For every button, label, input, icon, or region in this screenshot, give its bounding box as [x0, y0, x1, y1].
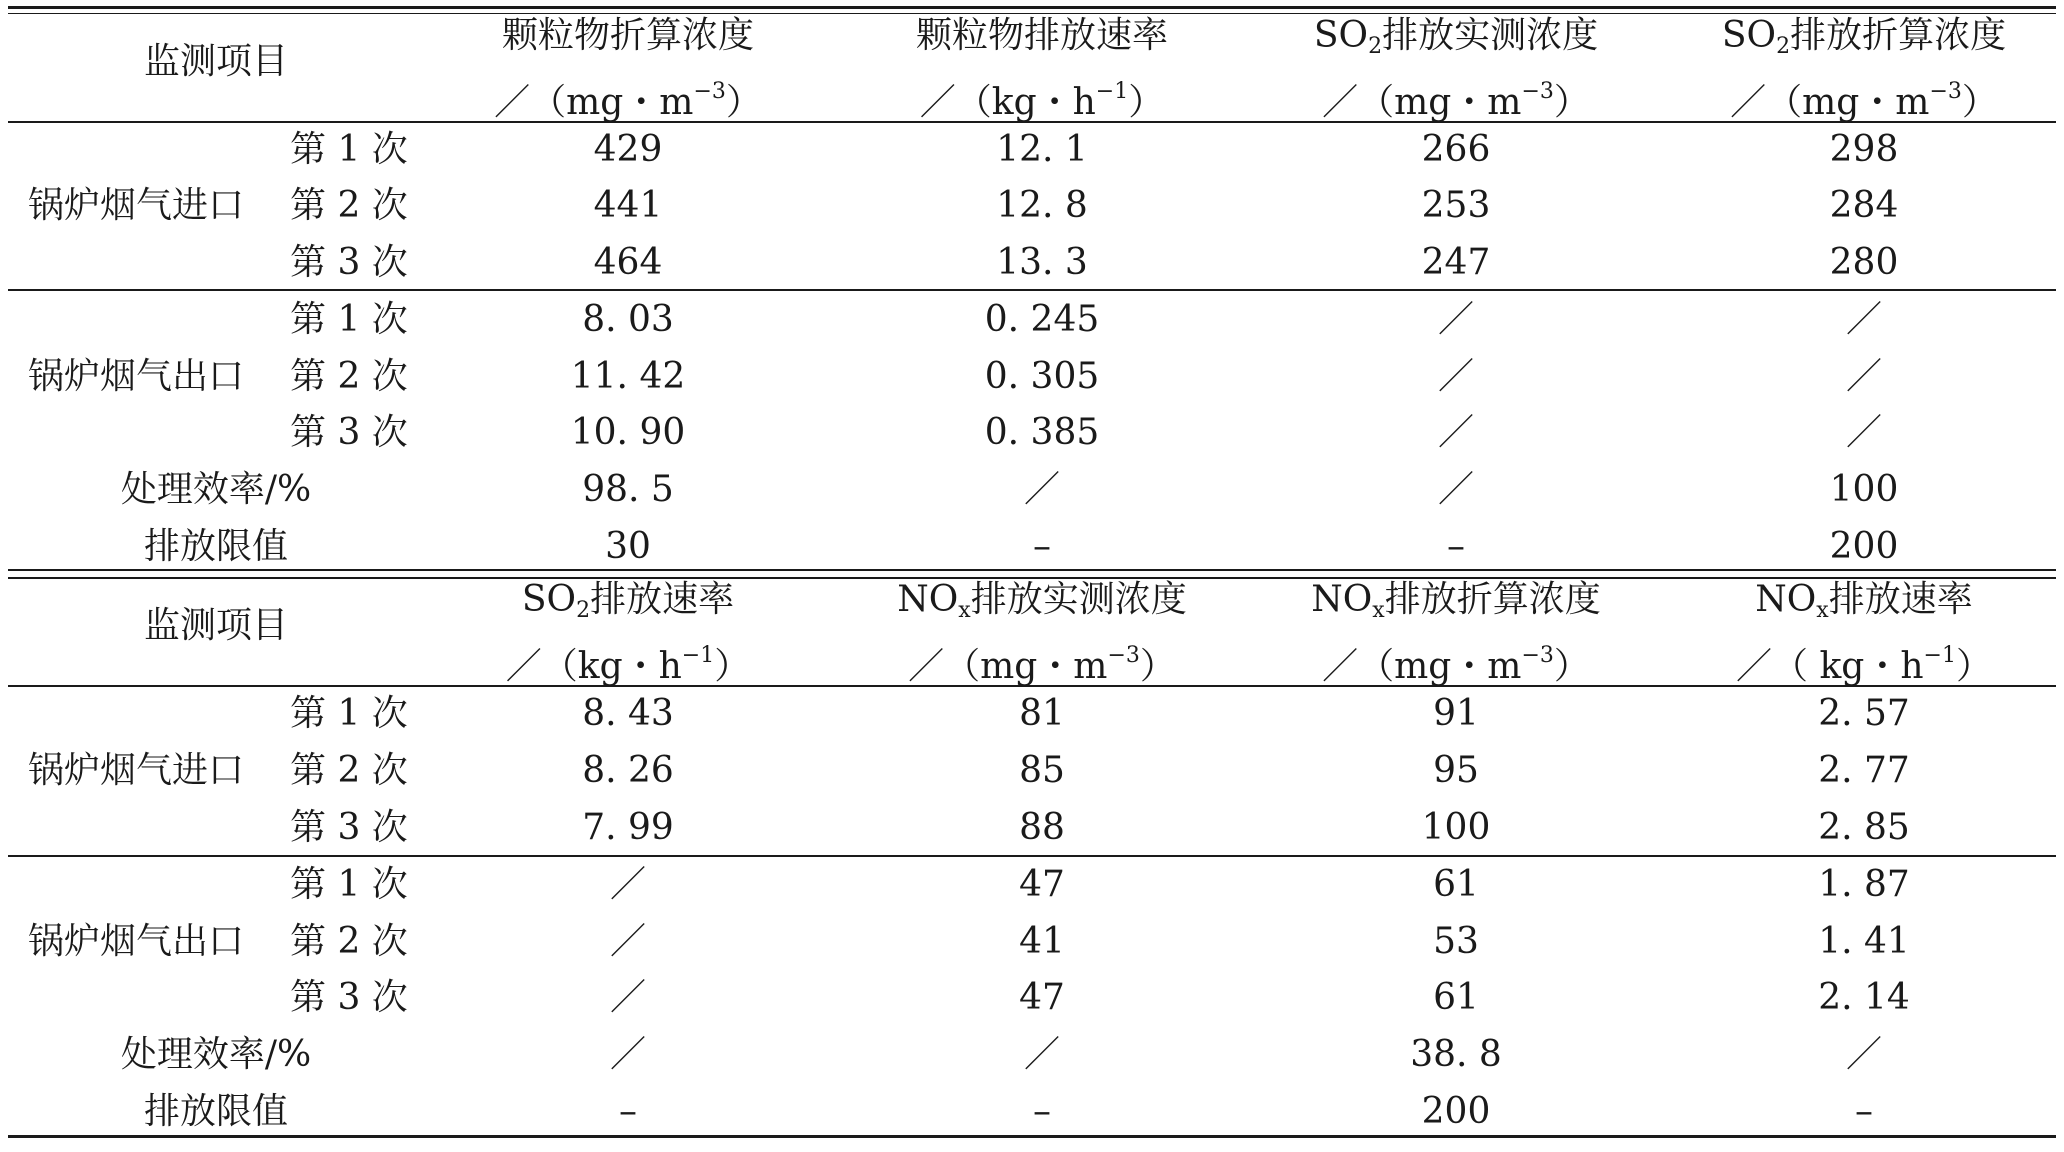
table-cell: 284: [1829, 185, 1899, 226]
column-title: [522, 580, 734, 631]
table-cell: 100: [1829, 469, 1899, 510]
table-cell: ／: [609, 977, 647, 1018]
column-title-subscript: x: [1816, 598, 1829, 623]
column-title-subscript: x: [1372, 598, 1385, 623]
run-label: 第 2 次: [290, 750, 408, 791]
top-rule-inner: [8, 13, 2056, 14]
column-unit-text: ／（kg・h: [919, 82, 1096, 123]
group-label: 锅炉烟气出口: [28, 356, 245, 397]
table-cell: 2. 57: [1818, 693, 1910, 734]
run-label: 第 1 次: [290, 864, 408, 905]
run-label: 第 3 次: [290, 242, 408, 283]
table-cell: 266: [1421, 129, 1491, 170]
table-cell: –: [1033, 1091, 1051, 1132]
column-title-subscript: x: [958, 598, 971, 623]
column-unit: [1730, 72, 1998, 123]
column-title: [502, 16, 754, 67]
table-cell: 100: [1421, 807, 1491, 848]
column-unit: [908, 636, 1176, 687]
column-title: [1314, 16, 1598, 67]
column-unit-text: ）: [725, 82, 762, 123]
group-rule-1: [8, 289, 2056, 291]
column-title-text: 颗粒物排放速率: [915, 15, 1169, 56]
summary-label: 处理效率/%: [120, 469, 312, 510]
column-title-text: SO: [1313, 15, 1369, 56]
section-rule-a: [8, 569, 2056, 571]
table-cell: –: [1855, 1091, 1873, 1132]
column-unit-text: ／（kg・h: [505, 646, 682, 687]
table-cell: 0. 245: [984, 299, 1100, 340]
group-label: 锅炉烟气出口: [28, 921, 245, 962]
table-cell: 1. 87: [1818, 864, 1910, 905]
group-label: 锅炉烟气进口: [28, 185, 245, 226]
table-cell: 91: [1433, 693, 1479, 734]
column-title-text: 排放实测浓度: [1382, 15, 1599, 56]
run-label: 第 1 次: [290, 299, 408, 340]
column-title: [897, 580, 1186, 631]
column-unit-text: ／（mg・m: [494, 82, 694, 123]
table-cell: 2. 77: [1818, 750, 1910, 791]
table-cell: 1. 41: [1818, 921, 1910, 962]
column-title-text: SO: [1721, 15, 1777, 56]
table-cell: 88: [1019, 807, 1065, 848]
run-label: 第 1 次: [290, 129, 408, 170]
table-cell: 98. 5: [582, 469, 674, 510]
run-label: 第 3 次: [290, 412, 408, 453]
table-cell: ／: [1845, 412, 1883, 453]
table-cell: 8. 03: [582, 299, 674, 340]
column-unit-exponent: −3: [1929, 79, 1962, 104]
table-cell: 11. 42: [570, 356, 686, 397]
column-unit-exponent: −1: [1095, 79, 1129, 104]
column-title-subscript: 2: [1368, 34, 1383, 59]
table-cell: –: [619, 1091, 637, 1132]
table-cell: ／: [1023, 469, 1061, 510]
table-cell: ／: [1437, 412, 1475, 453]
column-unit-text: ／（mg・m: [1322, 82, 1522, 123]
column-title-text: 排放速率: [1828, 579, 1973, 620]
table-cell: 200: [1829, 526, 1899, 567]
run-label: 第 2 次: [290, 921, 408, 962]
table-cell: ／: [1437, 356, 1475, 397]
table-cell: 8. 43: [582, 693, 674, 734]
table-cell: 13. 3: [996, 242, 1088, 283]
column-unit: [920, 72, 1165, 123]
table-cell: 81: [1019, 693, 1065, 734]
column-unit-text: ）: [1961, 82, 1998, 123]
table-cell: 247: [1421, 242, 1491, 283]
run-label: 第 1 次: [290, 693, 408, 734]
column-title-text: 排放折算浓度: [1790, 15, 2007, 56]
table-cell: 38. 8: [1410, 1034, 1502, 1075]
column-title: [916, 16, 1168, 67]
table-cell: 30: [605, 526, 651, 567]
table-cell: 61: [1433, 864, 1479, 905]
table-cell: 200: [1421, 1091, 1491, 1132]
column-title-text: 排放折算浓度: [1384, 579, 1601, 620]
group-rule-2: [8, 855, 2056, 857]
column-title-subscript: 2: [576, 598, 591, 623]
column-unit: [1736, 636, 1992, 687]
table-cell: 2. 14: [1818, 977, 1910, 1018]
column-unit-exponent: −1: [681, 643, 715, 668]
column-title-text: SO: [521, 579, 577, 620]
column-unit: [1322, 636, 1590, 687]
column-unit-exponent: −3: [693, 79, 726, 104]
column-unit-exponent: −3: [1107, 643, 1140, 668]
table-cell: 12. 8: [996, 185, 1088, 226]
column-title-text: NO: [1755, 579, 1817, 620]
column-title: [1755, 580, 1972, 631]
column-unit-text: ／（ kg・h: [1736, 646, 1924, 687]
column-title-text: 颗粒物折算浓度: [501, 15, 755, 56]
column-unit-text: ）: [1553, 82, 1590, 123]
column-title-text: 排放速率: [590, 579, 735, 620]
column-unit-text: ／（mg・m: [1730, 82, 1930, 123]
table-cell: 0. 305: [984, 356, 1100, 397]
table-cell: 10. 90: [570, 412, 686, 453]
run-label: 第 3 次: [290, 807, 408, 848]
bottom-rule: [8, 1135, 2056, 1138]
run-label: 第 2 次: [290, 356, 408, 397]
table-cell: 95: [1433, 750, 1479, 791]
run-label: 第 3 次: [290, 977, 408, 1018]
column-unit-text: ）: [1553, 646, 1590, 687]
table-cell: ／: [1845, 299, 1883, 340]
table-cell: 41: [1019, 921, 1065, 962]
column-unit-exponent: −3: [1521, 79, 1554, 104]
table-cell: –: [1033, 526, 1051, 567]
column-title-text: NO: [897, 579, 959, 620]
table-cell: 298: [1829, 129, 1899, 170]
column-title: [1311, 580, 1600, 631]
column-unit: [1322, 72, 1590, 123]
column-unit-text: ／（mg・m: [1322, 646, 1522, 687]
column-unit-text: ／（mg・m: [908, 646, 1108, 687]
header-item-label: 监测项目: [143, 41, 289, 82]
column-title: [1722, 16, 2006, 67]
table-cell: –: [1447, 526, 1465, 567]
table-cell: ／: [609, 864, 647, 905]
table-cell: ／: [1437, 469, 1475, 510]
table-cell: 47: [1019, 864, 1065, 905]
summary-label: 排放限值: [143, 1091, 289, 1132]
column-title-text: 排放实测浓度: [970, 579, 1187, 620]
table-cell: 85: [1019, 750, 1065, 791]
header-item-label: 监测项目: [143, 605, 289, 646]
table-cell: 0. 385: [984, 412, 1100, 453]
summary-label: 处理效率/%: [120, 1034, 312, 1075]
table-cell: 2. 85: [1818, 807, 1910, 848]
table-cell: 53: [1433, 921, 1479, 962]
table-cell: ／: [609, 1034, 647, 1075]
column-unit-text: ）: [714, 646, 751, 687]
column-unit-exponent: −1: [1923, 643, 1956, 668]
column-unit-exponent: −3: [1521, 643, 1554, 668]
table-cell: 253: [1421, 185, 1491, 226]
table-cell: ／: [1023, 1034, 1061, 1075]
table-cell: ／: [1437, 299, 1475, 340]
table-cell: 8. 26: [582, 750, 674, 791]
table-cell: 441: [593, 185, 663, 226]
table-cell: 7. 99: [582, 807, 674, 848]
table-cell: 12. 1: [996, 129, 1088, 170]
table-cell: ／: [1845, 1034, 1883, 1075]
table-cell: 280: [1829, 242, 1899, 283]
table-cell: 429: [593, 129, 663, 170]
top-rule-outer: [8, 6, 2056, 9]
column-unit-text: ）: [1139, 646, 1176, 687]
table-cell: ／: [1845, 356, 1883, 397]
table-cell: 61: [1433, 977, 1479, 1018]
table-cell: ／: [609, 921, 647, 962]
table-cell: 464: [593, 242, 663, 283]
table-cell: 47: [1019, 977, 1065, 1018]
column-unit-text: ）: [1128, 82, 1165, 123]
summary-label: 排放限值: [143, 526, 289, 567]
column-unit: [494, 72, 762, 123]
column-title-text: NO: [1311, 579, 1373, 620]
group-label: 锅炉烟气进口: [28, 750, 245, 791]
run-label: 第 2 次: [290, 185, 408, 226]
column-unit: [506, 636, 751, 687]
column-unit-text: ）: [1955, 646, 1992, 687]
column-title-subscript: 2: [1776, 34, 1791, 59]
